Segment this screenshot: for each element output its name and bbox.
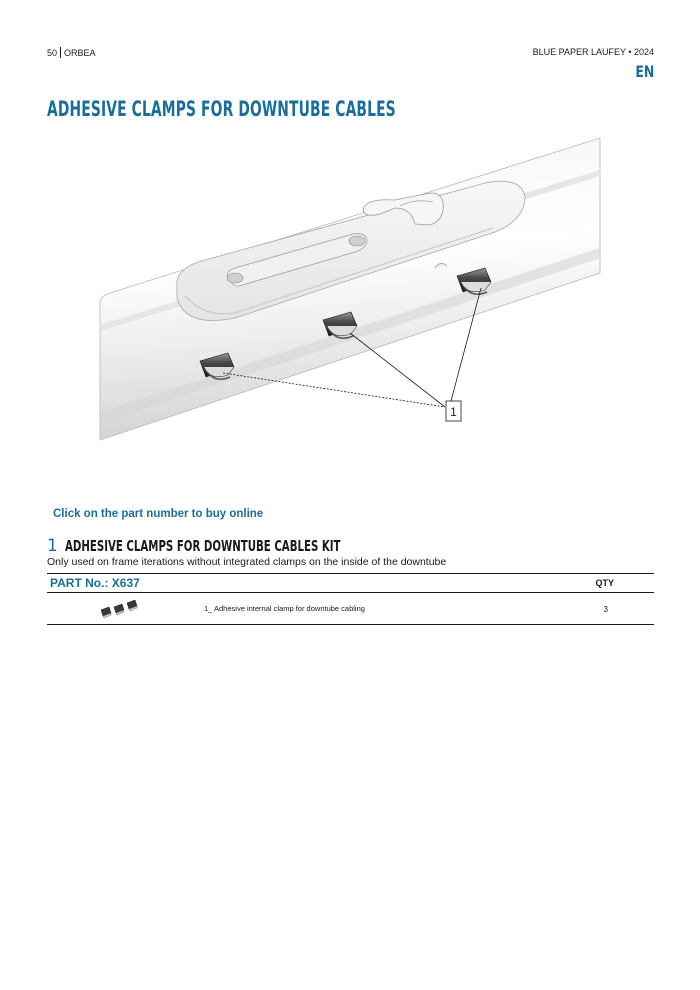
page-title: ADHESIVE CLAMPS FOR DOWNTUBE CABLES xyxy=(47,97,396,121)
parts-table xyxy=(47,573,654,625)
clamp-thumbnail-icon xyxy=(99,598,143,620)
callout-1 xyxy=(446,401,461,421)
page-number: 50 xyxy=(47,47,58,58)
part-number-text[interactable]: PART No.: X637 xyxy=(50,576,140,590)
table-header xyxy=(47,573,654,593)
header-separator xyxy=(60,47,61,58)
language-label: EN xyxy=(635,62,654,81)
kit-description: Only used on frame iterations without integrated clamps on the inside of the downtube xyxy=(47,556,447,568)
part-qty: 3 xyxy=(603,605,608,614)
kit-name: ADHESIVE CLAMPS FOR DOWNTUBE CABLES KIT xyxy=(64,537,341,555)
kit-heading xyxy=(47,536,470,556)
kit-number: 1 xyxy=(47,536,58,556)
svg-text:1: 1 xyxy=(450,405,457,419)
page-header-left xyxy=(47,47,96,58)
brand-name: ORBEA xyxy=(64,47,96,58)
buy-online-note: Click on the part number to buy online xyxy=(53,508,264,520)
downtube-illustration xyxy=(95,128,605,448)
table-row xyxy=(47,593,654,625)
part-description: 1_ Adhesive internal clamp for downtube cabling xyxy=(204,604,365,613)
part-number-link[interactable] xyxy=(50,576,140,590)
qty-header: QTY xyxy=(595,578,614,588)
document-title: BLUE PAPER LAUFEY • 2024 xyxy=(532,47,654,57)
downtube-icon xyxy=(100,138,600,440)
